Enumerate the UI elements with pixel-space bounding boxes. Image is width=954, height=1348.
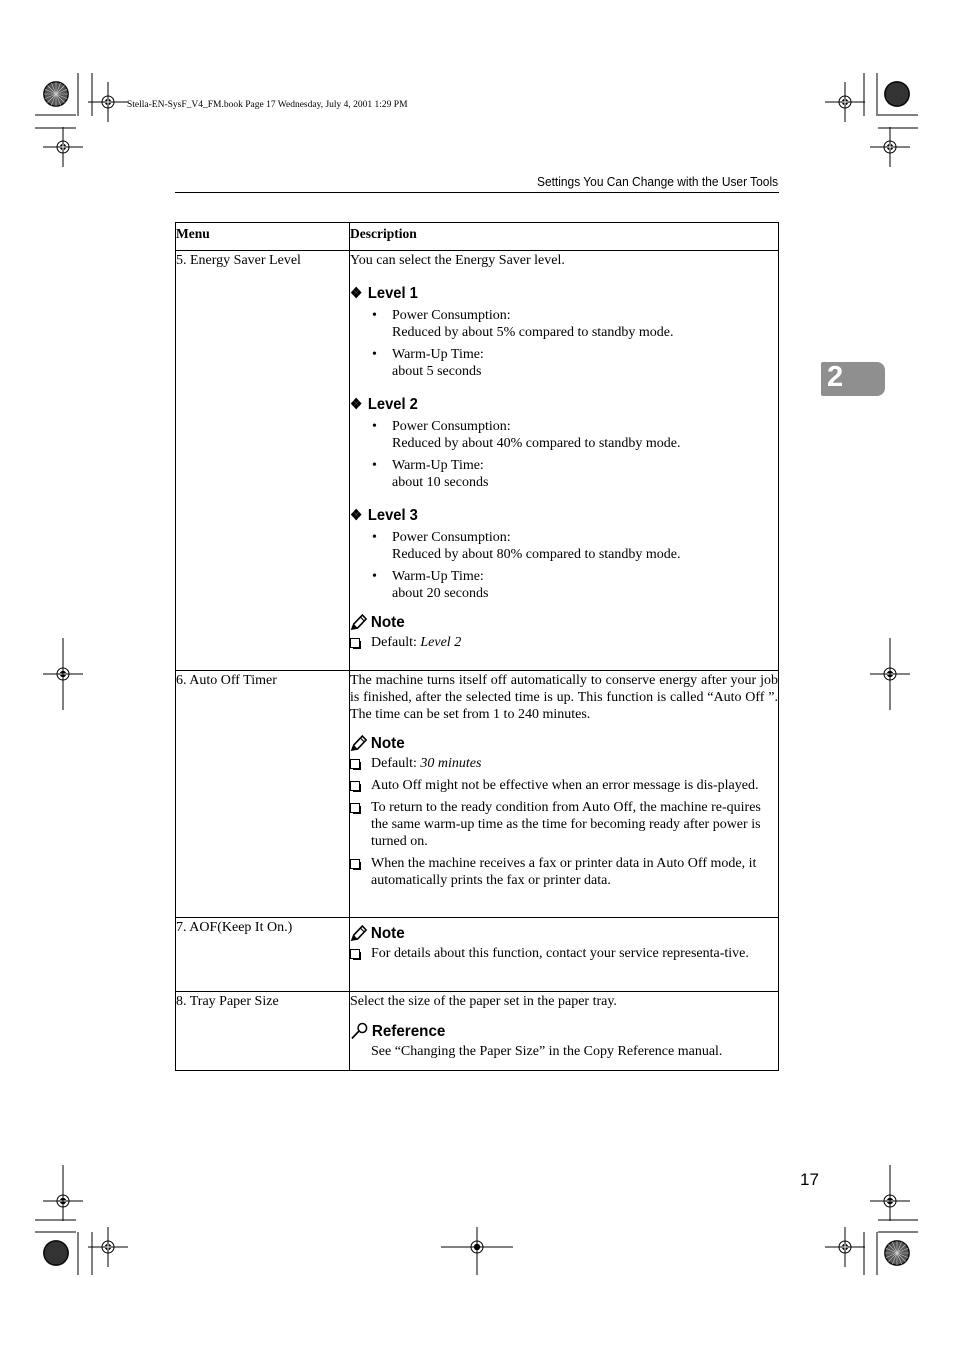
list-item (372, 418, 778, 452)
default-label: Default: (371, 635, 417, 650)
diamond-icon: ❖ (350, 507, 363, 524)
note-item (350, 799, 778, 850)
column-header-description: Description (350, 223, 779, 251)
level-title: Level 1 (367, 285, 418, 302)
list-item (372, 307, 778, 341)
level-title: Level 2 (367, 396, 418, 413)
description-intro: Select the size of the paper set in the paper tray. (350, 994, 617, 1009)
checkbox-square-icon (350, 859, 360, 869)
header-rule (175, 192, 779, 193)
diamond-icon: ❖ (350, 285, 363, 302)
item-value: Reduced by about 80% compared to standby mode. (392, 547, 681, 562)
table-row (176, 671, 779, 918)
column-header-menu: Menu (176, 223, 350, 251)
note-heading (350, 925, 757, 942)
item-value: about 10 seconds (392, 475, 489, 490)
note-text: Auto Off might not be effective when an error message is dis-played. (371, 778, 759, 793)
item-label: • Warm-Up Time: (392, 569, 484, 584)
chapter-tab (821, 362, 885, 396)
note-item (350, 634, 778, 651)
list-item (372, 568, 778, 602)
diamond-icon: ❖ (350, 396, 363, 413)
note-title: Note (370, 925, 405, 942)
note-heading (350, 614, 757, 631)
note-heading (350, 735, 757, 752)
table-header-row (176, 223, 779, 251)
note-title: Note (370, 735, 405, 752)
menu-cell: 5. Energy Saver Level (176, 251, 350, 671)
checkbox-square-icon (350, 759, 360, 769)
item-value: Reduced by about 40% compared to standby mode. (392, 436, 681, 451)
list-item (372, 457, 778, 491)
menu-cell: 8. Tray Paper Size (176, 992, 350, 1071)
menu-cell: 7. AOF(Keep It On.) (176, 918, 350, 992)
level-heading (350, 285, 744, 302)
table-row (176, 918, 779, 992)
default-label: Default: (371, 756, 417, 771)
file-info: Stella-EN-SysF_V4_FM.book Page 17 Wednesday, July 4, 2001 1:29 PM (127, 100, 408, 110)
item-value: Reduced by about 5% compared to standby mode. (392, 325, 674, 340)
pencil-icon (350, 735, 368, 752)
description-cell (350, 671, 779, 918)
pencil-icon (350, 614, 368, 631)
menu-cell: 6. Auto Off Timer (176, 671, 350, 918)
default-value: Level 2 (420, 635, 462, 650)
reference-title: Reference (371, 1022, 446, 1040)
item-value: about 5 seconds (392, 364, 482, 379)
table-row (176, 992, 779, 1071)
item-label: • Warm-Up Time: (392, 347, 484, 362)
checkbox-square-icon (350, 803, 360, 813)
item-value: about 20 seconds (392, 586, 489, 601)
checkbox-square-icon (350, 949, 360, 959)
item-label: • Power Consumption: (392, 530, 511, 545)
description-cell (350, 918, 779, 992)
checkbox-square-icon (350, 638, 360, 648)
table-row (176, 251, 779, 671)
level-title: Level 3 (367, 507, 418, 524)
note-item (350, 945, 778, 962)
note-text: To return to the ready condition from Auto Off, the machine re-quires the same warm-up time as the time for becoming ready after power is turned on. (371, 800, 761, 849)
chapter-number: 2 (827, 361, 844, 393)
item-label: • Power Consumption: (392, 308, 511, 323)
reference-text: See “Changing the Paper Size” in the Copy Reference manual. (371, 1044, 723, 1059)
list-item (372, 346, 778, 380)
description-intro: You can select the Energy Saver level. (350, 253, 565, 268)
note-item (350, 777, 778, 794)
description-cell (350, 992, 779, 1071)
note-item (350, 855, 778, 889)
default-value: 30 minutes (420, 756, 482, 771)
list-item (372, 529, 778, 563)
item-label: • Warm-Up Time: (392, 458, 484, 473)
reference-heading (350, 1022, 757, 1040)
level-list (350, 307, 778, 380)
page-number: 17 (800, 1170, 819, 1189)
level-list (350, 529, 778, 602)
level-heading (350, 396, 744, 413)
note-text: For details about this function, contact your service representa-tive. (371, 946, 749, 961)
magnifier-key-icon (350, 1022, 369, 1040)
pencil-icon (350, 925, 368, 942)
note-title: Note (370, 614, 405, 631)
level-heading (350, 507, 744, 524)
running-head: Settings You Can Change with the User Tools (536, 174, 778, 189)
description-cell (350, 251, 779, 671)
description-intro: The machine turns itself off automatically to conserve energy after your job is finished, after the selected time is up. This function is called “Auto Off ”. The time can be set from 1 to 240 minutes. (350, 673, 778, 722)
note-text: When the machine receives a fax or printer data in Auto Off mode, it automatically prints the fax or printer data. (371, 856, 757, 888)
settings-table (175, 222, 779, 1071)
level-list (350, 418, 778, 491)
item-label: • Power Consumption: (392, 419, 511, 434)
note-item (350, 755, 778, 772)
checkbox-square-icon (350, 781, 360, 791)
